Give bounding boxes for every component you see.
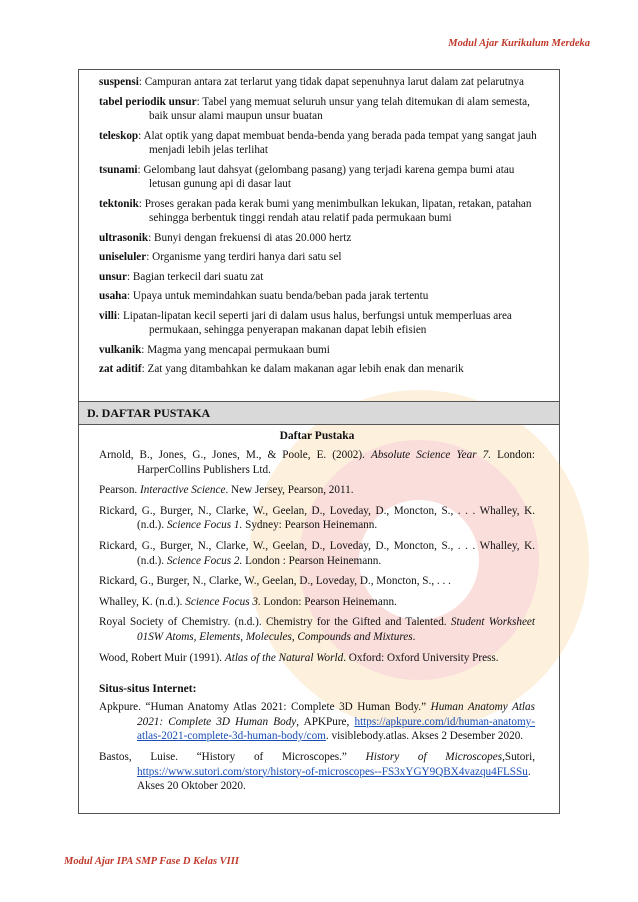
reference-text: . visiblebody.atlas. Akses 2 Desember 2020.	[325, 730, 524, 743]
reference-entry	[99, 615, 535, 644]
glossary-definition: Zat yang ditambahkan ke dalam makanan agar lebih enak dan menarik	[147, 363, 464, 375]
reference-text: Sydney: Pearson Heinemann.	[242, 519, 378, 532]
glossary-definition: Organisme yang terdiri hanya dari satu sel	[152, 251, 342, 263]
glossary-definition: Alat optik yang dapat membuat benda-benda yang berada pada tempat yang sangat jauh menjadi lebih jelas terlihat	[143, 129, 537, 156]
reference-entry	[99, 651, 535, 666]
reference-link[interactable]: https://www.sutori.com/story/history-of-microscopes--FS3xYGY9QBX4vazqu4FLSSu	[137, 765, 528, 778]
reference-italic: Student Worksheet 01SW Atoms, Elements, Molecules, Compounds and Mixtures	[137, 616, 535, 643]
reference-text: . New Jersey, Pearson, 2011.	[225, 484, 354, 497]
glossary-term: ultrasonik	[99, 231, 149, 244]
reference-text: Apkpure. “Human Anatomy Atlas 2021: Complete 3D Human Body.”	[99, 701, 431, 714]
reference-italic: Science Focus 3.	[185, 595, 261, 608]
glossary-term: usaha	[99, 290, 127, 302]
reference-italic: Science Focus 2.	[166, 554, 243, 567]
reference-entry	[99, 574, 535, 589]
references-block	[99, 430, 535, 800]
reference-italic: Science Focus 1.	[166, 519, 243, 532]
content-frame	[78, 69, 560, 814]
glossary-definition: Proses gerakan pada kerak bumi yang menimbulkan lekukan, lipatan, retakan, patahan sehingga berbentuk tinggi rendah atau relatif pada permukaan bumi	[144, 197, 532, 224]
reference-text: Whalley, K. (n.d.).	[99, 595, 186, 608]
glossary-term: tabel periodik unsur	[99, 95, 197, 108]
reference-text: .	[412, 630, 416, 643]
glossary-entry: vulkanik: Magma yang mencapai permukaan bumi	[99, 343, 330, 356]
reference-text: Rickard, G., Burger, N., Clarke, W., Geelan, D., Loveday, D., Moncton, S., . . . Whalley, K. (n.d.).	[99, 504, 535, 532]
reference-text: Royal Society of Chemistry. (n.d.). Chemistry for the Gifted and Talented.	[99, 616, 451, 629]
glossary-definition: Bagian terkecil dari suatu zat	[132, 270, 264, 283]
reference-text: Arnold, B., Jones, G., Jones, M., & Poole, E. (2002).	[99, 449, 371, 461]
glossary-definition: Gelombang laut dahsyat (gelombang pasang) yang terjadi karena gempa bumi atau letusan gunung api di dasar laut	[143, 163, 515, 190]
web-reference-entry	[99, 700, 535, 744]
reference-italic: Interactive Science	[140, 484, 226, 497]
reference-text: . Oxford: Oxford University Press.	[343, 651, 499, 664]
glossary-entry: villi: Lipatan-lipatan kecil seperti jari di dalam usus halus, berfungsi untuk memperluas area permukaan, sehingga penyerapan makanan dapat lebih efisien	[99, 309, 512, 336]
reference-text: Rickard, G., Burger, N., Clarke, W., Geelan, D., Loveday, D., Moncton, S., . . .	[99, 575, 451, 588]
references-title: Daftar Pustaka	[279, 430, 355, 442]
glossary-term: vulkanik	[99, 343, 142, 356]
reference-entry	[99, 504, 535, 533]
reference-text: Bastos, Luise. “History of Microscopes.”	[99, 750, 366, 763]
glossary-term: zat aditif	[99, 363, 142, 375]
reference-text: . Akses 20 Oktober 2020.	[137, 765, 531, 793]
glossary-entry: suspensi: Campuran antara zat terlarut yang tidak dapat sepenuhnya larut dalam zat pelarutnya	[99, 76, 524, 88]
reference-text: Pearson.	[99, 484, 141, 497]
glossary-entry: tektonik: Proses gerakan pada kerak bumi yang menimbulkan lekukan, lipatan, retakan, patahan sehingga berbentuk tinggi rendah atau relatif pada permukaan bumi	[99, 197, 532, 224]
glossary-definition: Lipatan-lipatan kecil seperti jari di dalam usus halus, berfungsi untuk memperluas area permukaan, sehingga penyerapan makanan dapat lebih efisien	[122, 309, 512, 336]
reference-link[interactable]: https://apkpure.com/id/human-anatomy-atlas-2021-complete-3d-human-body/com	[137, 715, 535, 743]
glossary-entry: usaha: Upaya untuk memindahkan suatu benda/beban pada jarak tertentu	[99, 290, 429, 302]
glossary-definition: Tabel yang memuat seluruh unsur yang telah ditemukan di alam semesta, baik unsur alami maupun unsur buatan	[149, 95, 530, 122]
websites-title: Situs-situs Internet:	[99, 683, 197, 696]
reference-text: Wood, Robert Muir (1991).	[99, 651, 225, 664]
glossary-definition: Upaya untuk memindahkan suatu benda/beban pada jarak tertentu	[132, 290, 429, 302]
reference-italic: Atlas of the Natural World	[224, 651, 344, 664]
reference-entry	[99, 483, 535, 498]
reference-italic: Absolute Science Year 7.	[371, 449, 492, 461]
reference-text: , APKPure,	[296, 715, 355, 728]
glossary-entry: unsur: Bagian terkecil dari suatu zat	[99, 270, 264, 283]
glossary-term: tektonik	[99, 197, 139, 210]
glossary-entry: ultrasonik: Bunyi dengan frekuensi di atas 20.000 hertz	[99, 231, 352, 244]
glossary-term: tsunami	[99, 163, 138, 176]
glossary-term: suspensi	[99, 76, 139, 88]
glossary-term: uniseluler	[99, 251, 147, 263]
reference-entry	[99, 595, 535, 610]
glossary-entry: zat aditif: Zat yang ditambahkan ke dalam makanan agar lebih enak dan menarik	[99, 363, 464, 375]
section-heading: D. DAFTAR PUSTAKA	[87, 406, 211, 420]
section-heading-bar	[79, 401, 559, 425]
reference-text: ,Sutori,	[502, 750, 536, 763]
reference-entry	[99, 539, 535, 568]
glossary-definition: Magma yang mencapai permukaan bumi	[147, 343, 330, 356]
glossary-term: teleskop	[99, 129, 139, 142]
reference-text: London: HarperCollins Publishers Ltd.	[137, 449, 535, 476]
reference-text: Rickard, G., Burger, N., Clarke, W., Geelan, D., Loveday, D., Moncton, S., . . . Whalley, K. (n.d.).	[99, 539, 535, 567]
glossary-definition: Campuran antara zat terlarut yang tidak dapat sepenuhnya larut dalam zat pelarutnya	[144, 76, 524, 88]
glossary-entry: tsunami: Gelombang laut dahsyat (gelombang pasang) yang terjadi karena gempa bumi atau letusan gunung api di dasar laut	[99, 163, 515, 190]
web-reference-entry	[99, 750, 535, 794]
reference-italic: Human Anatomy Atlas 2021: Complete 3D Human Body	[137, 701, 535, 728]
page-header-title: Modul Ajar Kurikulum Merdeka	[448, 38, 590, 49]
reference-text: London: Pearson Heinemann.	[260, 595, 397, 608]
glossary-entry: tabel periodik unsur: Tabel yang memuat seluruh unsur yang telah ditemukan di alam semesta, baik unsur alami maupun unsur buatan	[99, 95, 530, 122]
glossary-entry: uniseluler: Organisme yang terdiri hanya dari satu sel	[99, 251, 342, 263]
glossary-term: villi	[99, 309, 118, 322]
glossary-term: unsur	[99, 270, 127, 283]
reference-text: London : Pearson Heinemann.	[242, 554, 382, 567]
reference-italic: History of Microscopes	[365, 750, 503, 763]
page-footer-text: Modul Ajar IPA SMP Fase D Kelas VIII	[64, 856, 239, 867]
glossary-definition: Bunyi dengan frekuensi di atas 20.000 hertz	[154, 231, 352, 244]
reference-entry	[99, 448, 535, 477]
glossary-list	[99, 75, 539, 382]
glossary-entry: teleskop: Alat optik yang dapat membuat benda-benda yang berada pada tempat yang sangat jauh menjadi lebih jelas terlihat	[99, 129, 537, 156]
